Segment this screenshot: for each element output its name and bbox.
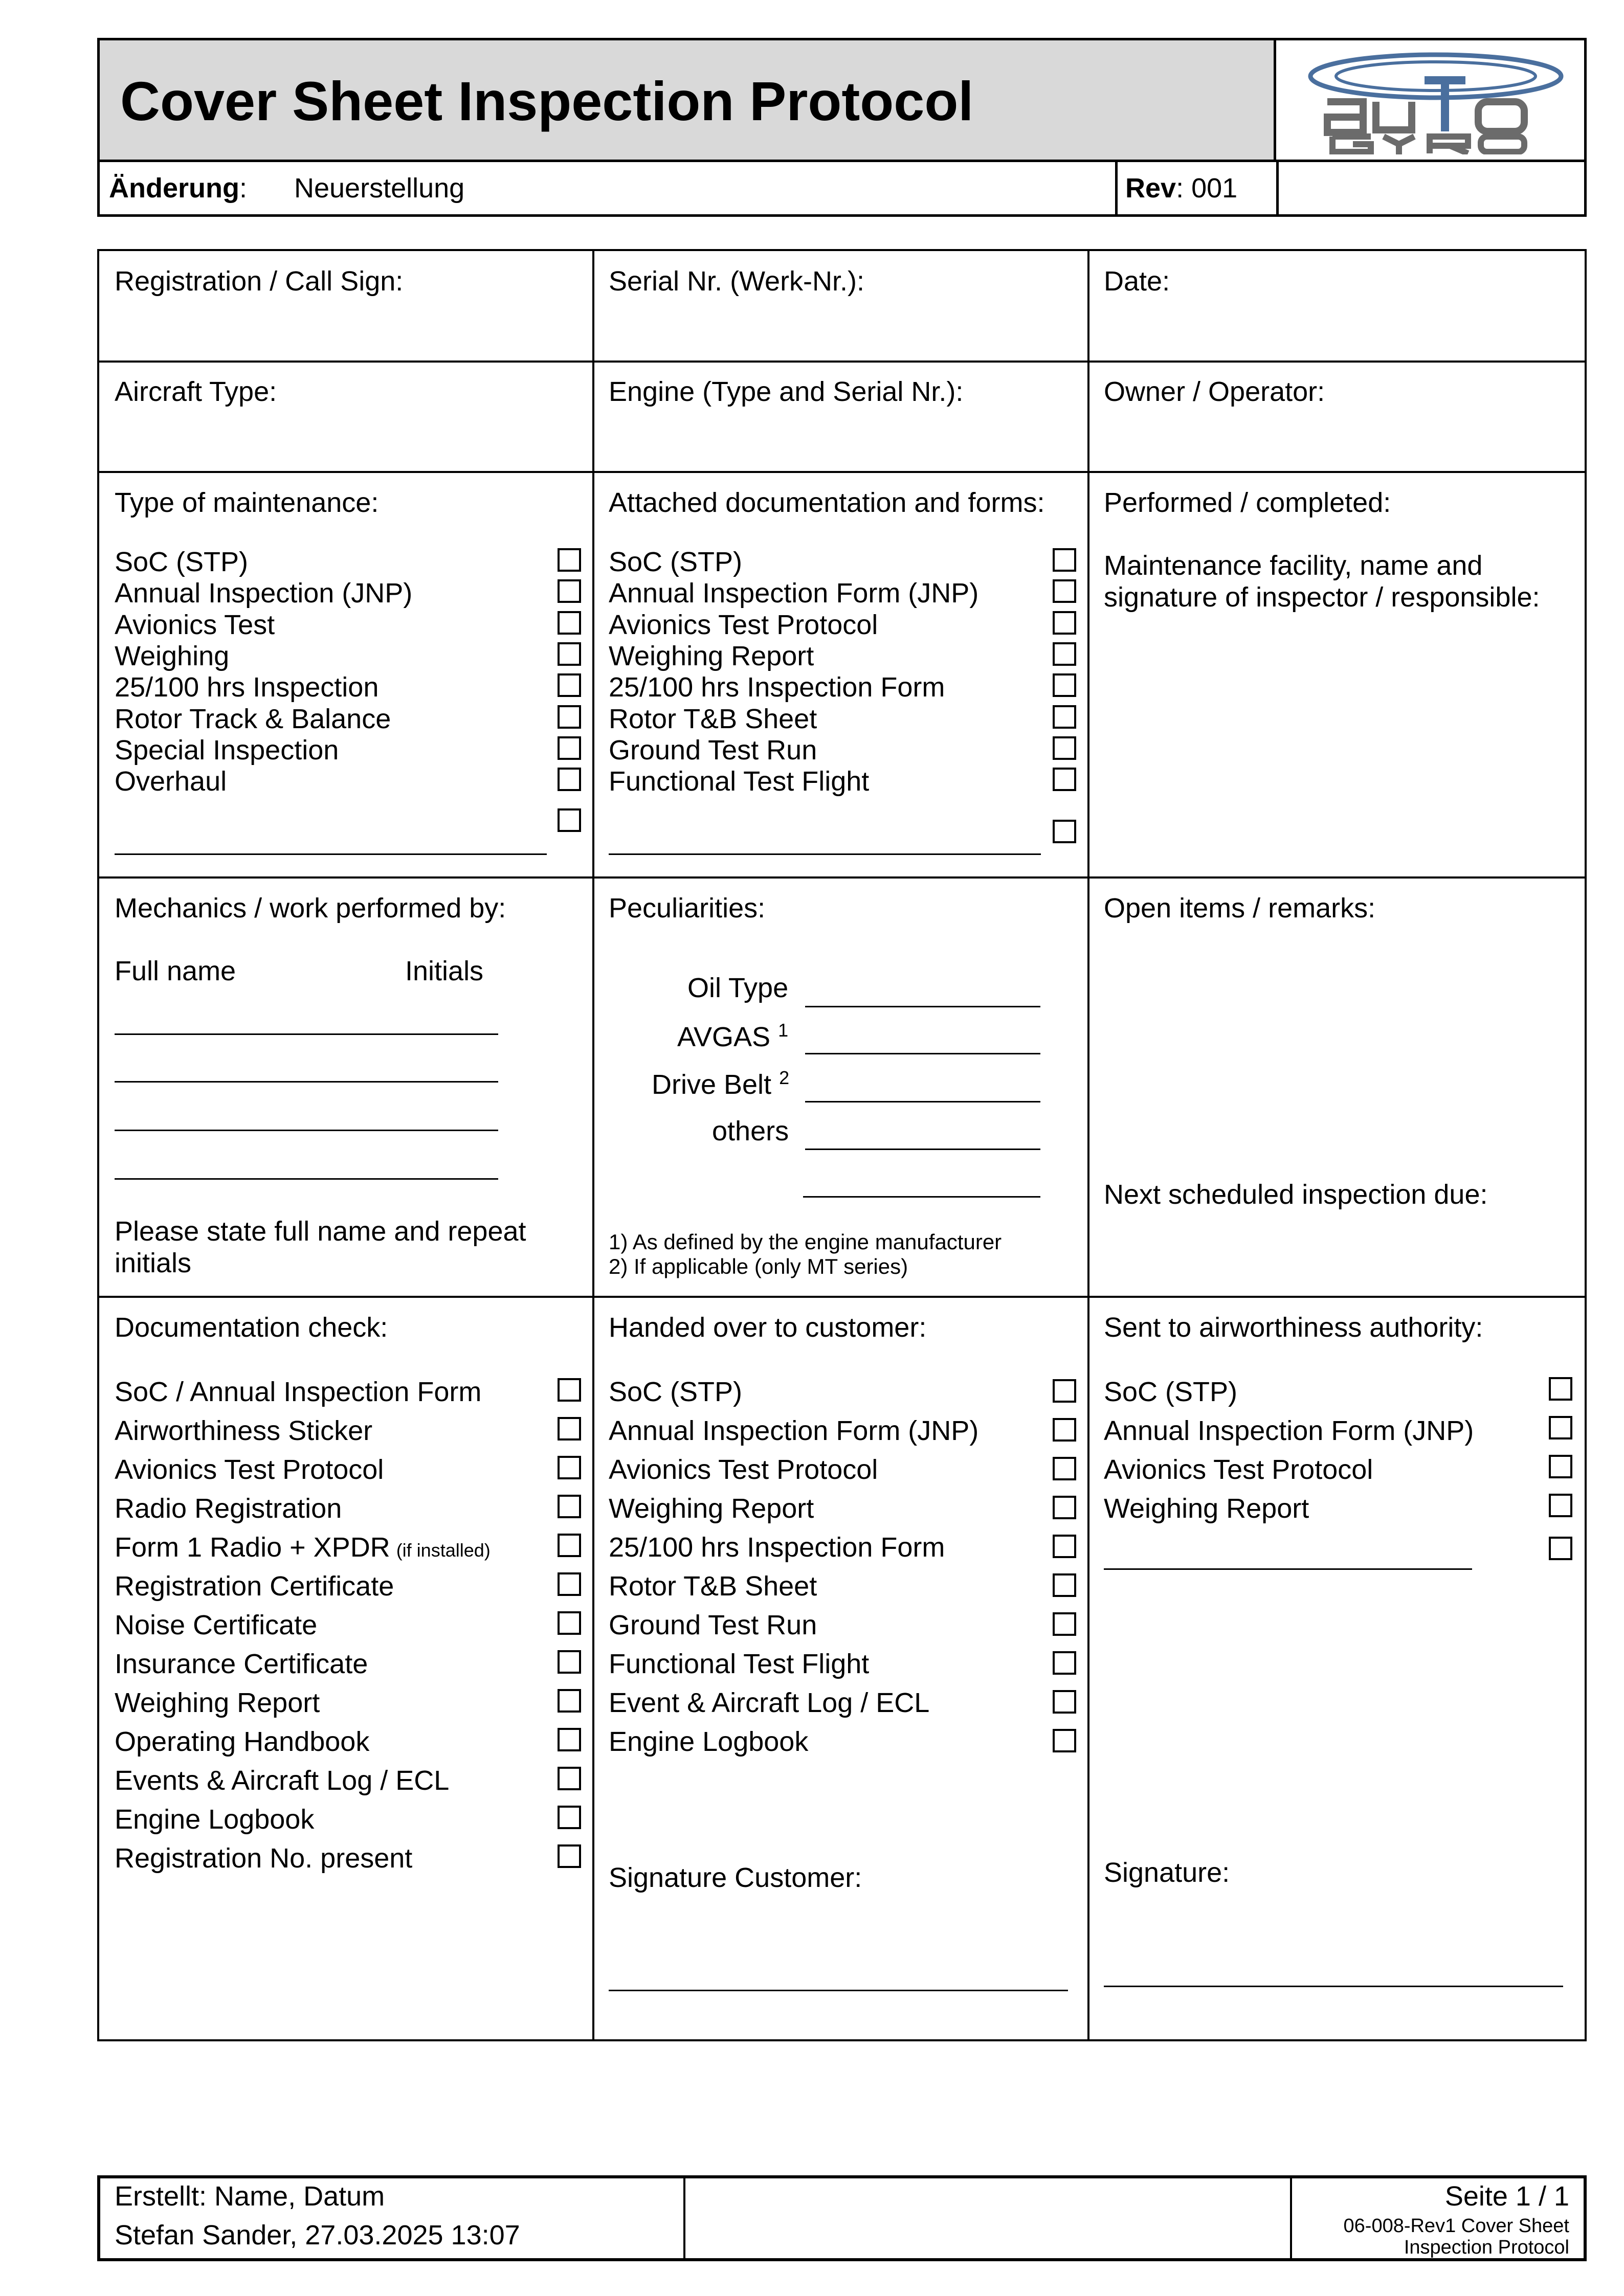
mechanics-note-2: initials xyxy=(115,1248,192,1278)
handed-checkbox[interactable] xyxy=(1053,1379,1076,1403)
signature-line[interactable] xyxy=(1104,1986,1563,1987)
document-footer xyxy=(97,2175,1587,2261)
handed-checkbox[interactable] xyxy=(1053,1457,1076,1480)
handed-item xyxy=(609,1532,945,1563)
doc-check-item-label: Registration Certificate xyxy=(115,1571,394,1602)
maintenance-item-label: Overhaul xyxy=(115,766,227,797)
open-items-title: Open items / remarks: xyxy=(1104,893,1376,924)
docs-item-label: Annual Inspection Form (JNP) xyxy=(609,578,979,609)
logo-cell xyxy=(1276,40,1584,162)
docs-item-label: 25/100 hrs Inspection Form xyxy=(609,672,945,703)
doc-check-checkbox[interactable] xyxy=(558,1767,581,1790)
handed-item-label: Rotor T&B Sheet xyxy=(609,1571,817,1602)
doc-check-checkbox[interactable] xyxy=(558,1417,581,1440)
signature-label: Signature: xyxy=(1104,1857,1230,1888)
doc-check-item-label: Events & Aircraft Log / ECL xyxy=(115,1765,450,1796)
drive-belt-label-group xyxy=(652,1067,789,1100)
peculiarities-title: Peculiarities: xyxy=(609,893,766,924)
doc-check-item-label: Weighing Report xyxy=(115,1687,320,1718)
doc-check-checkbox[interactable] xyxy=(558,1456,581,1479)
doc-check-item xyxy=(115,1493,342,1524)
handed-item-label: Weighing Report xyxy=(609,1493,814,1524)
sent-item-label: Weighing Report xyxy=(1104,1493,1309,1524)
signature-customer-label: Signature Customer: xyxy=(609,1862,862,1893)
sent-item-label: Avionics Test Protocol xyxy=(1104,1454,1373,1485)
handed-item-label: 25/100 hrs Inspection Form xyxy=(609,1532,945,1563)
handed-checkbox[interactable] xyxy=(1053,1690,1076,1714)
doc-id-line-2: Inspection Protocol xyxy=(1404,2237,1569,2258)
docs-checkbox[interactable] xyxy=(1053,736,1076,760)
engine-label: Engine (Type and Serial Nr.): xyxy=(609,376,964,407)
aircraft-type-label: Aircraft Type: xyxy=(115,376,277,407)
doc-check-item xyxy=(115,1687,320,1719)
sent-title: Sent to airworthiness authority: xyxy=(1104,1312,1483,1343)
doc-check-checkbox[interactable] xyxy=(558,1534,581,1557)
docs-item xyxy=(609,734,817,766)
handed-item xyxy=(609,1570,817,1602)
sent-checkbox[interactable] xyxy=(1549,1377,1572,1401)
docs-checkbox[interactable] xyxy=(1053,579,1076,603)
doc-check-checkbox[interactable] xyxy=(558,1650,581,1674)
maintenance-checkbox[interactable] xyxy=(558,548,581,572)
mechanic-line[interactable] xyxy=(115,1033,498,1035)
footer-divider xyxy=(683,2178,685,2258)
maintenance-checkbox[interactable] xyxy=(558,579,581,603)
docs-item-label: Functional Test Flight xyxy=(609,766,870,797)
docs-checkbox[interactable] xyxy=(1053,642,1076,666)
doc-check-item xyxy=(115,1376,481,1408)
rev-divider-2 xyxy=(1276,162,1279,214)
row-divider xyxy=(99,361,1585,363)
handed-item xyxy=(609,1415,978,1447)
maintenance-item xyxy=(115,640,229,672)
footnote-1: 1) As defined by the engine manufacturer xyxy=(609,1230,1002,1254)
maintenance-checkbox[interactable] xyxy=(558,705,581,729)
sent-item xyxy=(1104,1454,1373,1485)
doc-check-checkbox[interactable] xyxy=(558,1495,581,1518)
doc-check-item-label: Airworthiness Sticker xyxy=(115,1415,373,1446)
maintenance-item-label: Annual Inspection (JNP) xyxy=(115,578,413,609)
performed-title: Performed / completed: xyxy=(1104,487,1391,518)
mechanics-title: Mechanics / work performed by: xyxy=(115,893,506,924)
oil-type-label: Oil Type xyxy=(687,973,789,1003)
doc-check-checkbox[interactable] xyxy=(558,1728,581,1751)
doc-check-item-label: Insurance Certificate xyxy=(115,1649,368,1679)
docs-item-label: Avionics Test Protocol xyxy=(609,609,878,640)
doc-check-item xyxy=(115,1648,368,1680)
drive-belt-line[interactable] xyxy=(805,1101,1040,1102)
doc-check-item-label: Form 1 Radio + XPDR xyxy=(115,1532,390,1563)
maintenance-item-label: 25/100 hrs Inspection xyxy=(115,672,379,703)
footer-divider xyxy=(1290,2178,1292,2258)
doc-check-checkbox[interactable] xyxy=(558,1572,581,1596)
page-number: Seite 1 / 1 xyxy=(1444,2181,1569,2212)
handed-item xyxy=(609,1648,869,1680)
created-value: Stefan Sander, 27.03.2025 13:07 xyxy=(115,2220,520,2250)
doc-check-item xyxy=(115,1726,369,1758)
created-label: Erstellt: Name, Datum xyxy=(115,2181,385,2212)
others-line[interactable] xyxy=(805,1149,1040,1150)
handed-item xyxy=(609,1376,742,1408)
doc-check-item xyxy=(115,1609,317,1641)
handed-checkbox[interactable] xyxy=(1053,1418,1076,1442)
doc-check-checkbox[interactable] xyxy=(558,1806,581,1829)
change-sep: : xyxy=(239,173,247,204)
mechanics-note-1: Please state full name and repeat xyxy=(115,1216,526,1247)
maintenance-checkbox[interactable] xyxy=(558,611,581,635)
column-divider xyxy=(592,251,594,2039)
maintenance-item xyxy=(115,577,412,609)
docs-item xyxy=(609,546,742,578)
drive-belt-label: Drive Belt xyxy=(652,1069,772,1100)
inspection-grid xyxy=(97,249,1587,2041)
signature-customer-line[interactable] xyxy=(609,1990,1068,1991)
sent-item xyxy=(1104,1376,1237,1408)
handed-item-label: Functional Test Flight xyxy=(609,1649,870,1679)
handed-checkbox[interactable] xyxy=(1053,1496,1076,1519)
document-header xyxy=(97,38,1587,217)
maintenance-checkbox[interactable] xyxy=(558,768,581,791)
change-value: Neuerstellung xyxy=(294,173,465,204)
handed-item-label: Ground Test Run xyxy=(609,1610,817,1640)
docs-item xyxy=(609,577,978,609)
doc-check-item-label: SoC / Annual Inspection Form xyxy=(115,1377,482,1407)
docs-item xyxy=(609,671,945,703)
row-divider xyxy=(99,1296,1585,1298)
sent-checkbox[interactable] xyxy=(1549,1416,1572,1439)
docs-item xyxy=(609,703,817,735)
full-name-label: Full name xyxy=(115,956,236,986)
maintenance-title: Type of maintenance: xyxy=(115,487,379,518)
doc-check-item xyxy=(115,1842,412,1874)
handed-item xyxy=(609,1687,929,1719)
docs-item xyxy=(609,609,878,641)
doc-check-checkbox[interactable] xyxy=(558,1844,581,1868)
doc-check-item-label: Registration No. present xyxy=(115,1843,413,1874)
handed-item xyxy=(609,1454,878,1485)
docs-item xyxy=(609,640,814,672)
doc-check-item xyxy=(115,1454,384,1485)
docs-checkbox[interactable] xyxy=(1053,548,1076,572)
performed-line-2: signature of inspector / responsible: xyxy=(1104,582,1540,613)
docs-title: Attached documentation and forms: xyxy=(609,487,1045,518)
maintenance-item xyxy=(115,609,275,641)
docs-item-label: Weighing Report xyxy=(609,640,814,671)
maintenance-item xyxy=(115,671,379,703)
handed-item-label: Engine Logbook xyxy=(609,1726,809,1757)
doc-check-item-label: Engine Logbook xyxy=(115,1804,315,1835)
handed-item-label: Avionics Test Protocol xyxy=(609,1454,878,1485)
avgas-label: AVGAS xyxy=(677,1022,771,1052)
sent-item xyxy=(1104,1415,1474,1447)
docs-other-checkbox[interactable] xyxy=(1053,820,1076,843)
doc-check-item-label: Avionics Test Protocol xyxy=(115,1454,384,1485)
title-cell xyxy=(100,40,1276,162)
oil-type-line[interactable] xyxy=(805,1006,1040,1007)
maintenance-item xyxy=(115,703,391,735)
handed-item xyxy=(609,1493,814,1524)
owner-label: Owner / Operator: xyxy=(1104,376,1325,407)
doc-check-item-note: (if installed) xyxy=(396,1540,491,1561)
sent-checkbox[interactable] xyxy=(1549,1455,1572,1478)
sent-checkbox[interactable] xyxy=(1549,1494,1572,1517)
doc-check-item xyxy=(115,1804,314,1835)
row-divider xyxy=(99,876,1585,879)
page-title: Cover Sheet Inspection Protocol xyxy=(120,70,974,132)
doc-check-item xyxy=(115,1532,491,1563)
mechanic-line[interactable] xyxy=(115,1130,498,1131)
docs-checkbox[interactable] xyxy=(1053,768,1076,791)
serial-label: Serial Nr. (Werk-Nr.): xyxy=(609,266,865,297)
doc-check-item-label: Radio Registration xyxy=(115,1493,342,1524)
maintenance-other-checkbox[interactable] xyxy=(558,808,581,832)
drive-belt-footnote-marker: 2 xyxy=(779,1067,790,1088)
rev-label: Rev xyxy=(1125,173,1176,204)
docs-item-label: SoC (STP) xyxy=(609,547,743,577)
maintenance-item-label: Weighing xyxy=(115,640,230,671)
avgas-line[interactable] xyxy=(805,1053,1040,1054)
maintenance-other-line[interactable] xyxy=(115,853,547,855)
doc-check-item xyxy=(115,1570,394,1602)
maintenance-checkbox[interactable] xyxy=(558,673,581,697)
avgas-label-group xyxy=(677,1020,788,1053)
sent-item-label: SoC (STP) xyxy=(1104,1377,1238,1407)
doc-check-item xyxy=(115,1415,372,1447)
maintenance-item-label: Avionics Test xyxy=(115,609,275,640)
autogyro-logo xyxy=(1302,44,1568,154)
registration-label: Registration / Call Sign: xyxy=(115,266,404,297)
handed-item xyxy=(609,1726,808,1758)
handed-checkbox[interactable] xyxy=(1053,1573,1076,1597)
docs-item xyxy=(609,766,869,797)
docs-checkbox[interactable] xyxy=(1053,705,1076,729)
docs-item-label: Ground Test Run xyxy=(609,734,817,766)
avgas-footnote-marker: 1 xyxy=(778,1020,789,1041)
maintenance-item xyxy=(115,546,248,578)
docs-item-label: Rotor T&B Sheet xyxy=(609,703,817,734)
handed-title: Handed over to customer: xyxy=(609,1312,927,1343)
maintenance-item-label: SoC (STP) xyxy=(115,547,249,577)
footnote-2: 2) If applicable (only MT series) xyxy=(609,1254,908,1278)
maintenance-checkbox[interactable] xyxy=(558,642,581,666)
column-divider xyxy=(1087,251,1089,2039)
handed-checkbox[interactable] xyxy=(1053,1651,1076,1675)
sent-other-line[interactable] xyxy=(1104,1568,1472,1570)
maintenance-item xyxy=(115,766,227,797)
handed-item-label: Annual Inspection Form (JNP) xyxy=(609,1415,979,1446)
doc-check-checkbox[interactable] xyxy=(558,1611,581,1635)
doc-check-item xyxy=(115,1765,449,1796)
performed-line-1: Maintenance facility, name and xyxy=(1104,550,1483,581)
maintenance-checkbox[interactable] xyxy=(558,736,581,760)
sent-other-checkbox[interactable] xyxy=(1549,1537,1572,1560)
maintenance-item xyxy=(115,734,339,766)
others-label: others xyxy=(712,1116,789,1146)
handed-item xyxy=(609,1609,817,1641)
docs-other-line[interactable] xyxy=(609,853,1041,855)
next-inspection-label: Next scheduled inspection due: xyxy=(1104,1179,1488,1210)
change-label: Änderung xyxy=(109,173,239,204)
initials-label: Initials xyxy=(405,956,484,986)
mechanic-line[interactable] xyxy=(115,1178,498,1180)
doc-check-checkbox[interactable] xyxy=(558,1378,581,1402)
date-label: Date: xyxy=(1104,266,1170,297)
sent-item-label: Annual Inspection Form (JNP) xyxy=(1104,1415,1474,1446)
maintenance-item-label: Rotor Track & Balance xyxy=(115,703,391,734)
doc-check-checkbox[interactable] xyxy=(558,1689,581,1713)
handed-checkbox[interactable] xyxy=(1053,1535,1076,1558)
handed-item-label: Event & Aircraft Log / ECL xyxy=(609,1687,930,1718)
rev-value: : 001 xyxy=(1176,173,1238,204)
handed-checkbox[interactable] xyxy=(1053,1729,1076,1752)
docs-checkbox[interactable] xyxy=(1053,611,1076,635)
mechanic-line[interactable] xyxy=(115,1081,498,1083)
sent-item xyxy=(1104,1493,1309,1524)
handed-checkbox[interactable] xyxy=(1053,1612,1076,1636)
row-divider xyxy=(99,471,1585,473)
others-line-2[interactable] xyxy=(803,1196,1040,1198)
doc-check-item-label: Noise Certificate xyxy=(115,1610,318,1640)
change-label-group xyxy=(109,172,247,204)
doc-check-title: Documentation check: xyxy=(115,1312,388,1343)
rev-group xyxy=(1125,172,1237,204)
docs-checkbox[interactable] xyxy=(1053,673,1076,697)
revision-row xyxy=(100,162,1584,214)
maintenance-item-label: Special Inspection xyxy=(115,734,339,766)
doc-check-item-label: Operating Handbook xyxy=(115,1726,370,1757)
rev-divider xyxy=(1115,162,1118,214)
handed-item-label: SoC (STP) xyxy=(609,1377,743,1407)
doc-id-line-1: 06-008-Rev1 Cover Sheet xyxy=(1343,2215,1569,2237)
